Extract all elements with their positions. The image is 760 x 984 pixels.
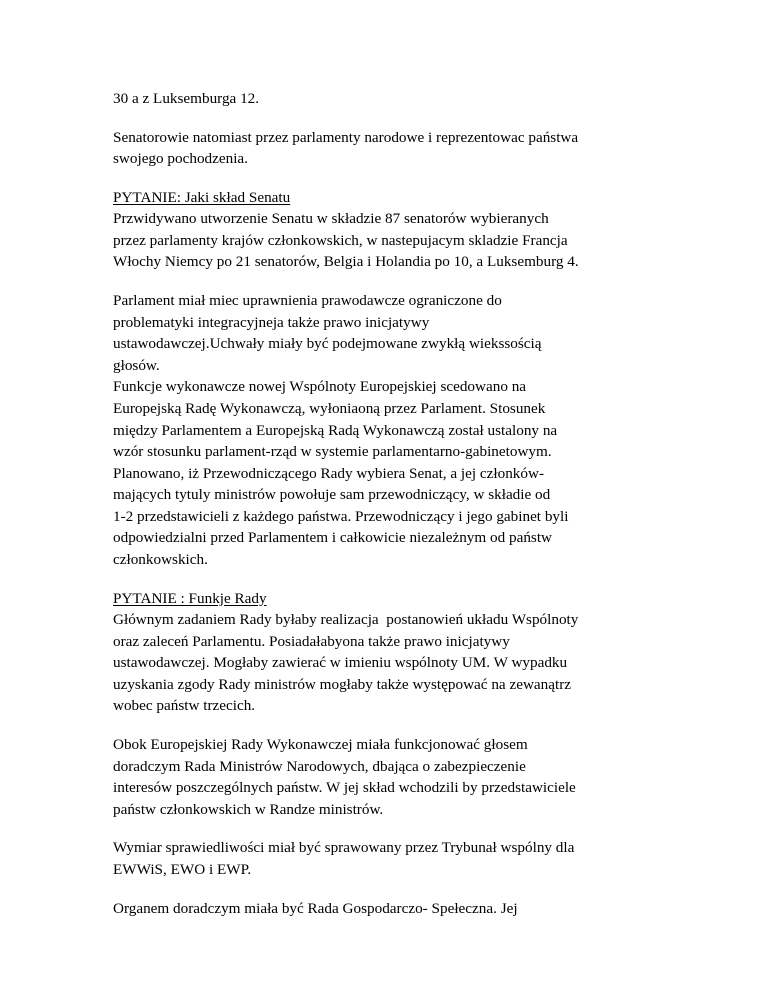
paragraph-parlament-uprawnienia-line: Funkcje wykonawcze nowej Wspólnoty Europejskiej scedowano na <box>113 378 527 396</box>
spacer-1 <box>113 110 656 127</box>
paragraph-zadania-rady <box>113 609 656 717</box>
heading-pytanie-funkje-rady-line: PYTANIE : Funkje Rady <box>113 589 267 607</box>
document-text-body <box>113 88 656 919</box>
paragraph-parlament-uprawnienia-line: problematyki integracyjneja także prawo inicjatywy <box>113 313 430 331</box>
paragraph-organ-doradczy <box>113 898 656 920</box>
paragraph-parlament-uprawnienia-line: odpowiedzialni przed Parlamentem i całkowicie niezależnym od państw <box>113 529 553 547</box>
paragraph-parlament-uprawnienia-line: Parlament miał miec uprawnienia prawodawcze ograniczone do <box>113 292 502 310</box>
heading-pytanie-sklad-senatu-line: PYTANIE: Jaki skład Senatu <box>113 188 291 206</box>
spacer-2 <box>113 170 656 187</box>
paragraph-zadania-rady-line: ustawodawczej. Mogłaby zawierać w imieniu wspólnoty UM. W wypadku <box>113 654 568 672</box>
paragraph-rada-ministrow-narodowych-line: doradczym Rada Ministrów Narodowych, dbająca o zabezpieczenie <box>113 757 526 775</box>
paragraph-wymiar-sprawiedliwosci-line: EWWiS, EWO i EWP. <box>113 860 252 878</box>
paragraph-rada-ministrow-narodowych <box>113 734 656 820</box>
paragraph-senatorowie <box>113 127 656 170</box>
paragraph-parlament-uprawnienia-line: Europejską Radę Wykonawczą, wyłoniaoną przez Parlament. Stosunek <box>113 399 546 417</box>
paragraph-rada-ministrow-narodowych-line: Obok Europejskiej Rady Wykonawczej miała funkcjonować głosem <box>113 736 528 754</box>
paragraph-sklad-senatu-line: Przwidywano utworzenie Senatu w składzie 87 senatorów wybieranych <box>113 210 549 228</box>
paragraph-parlament-uprawnienia <box>113 290 656 571</box>
paragraph-sklad-senatu-line: przez parlamenty krajów członkowskich, w nastepujacym skladzie Francja <box>113 231 568 249</box>
paragraph-luksemburga <box>113 88 656 110</box>
paragraph-organ-doradczy-line: Organem doradczym miała być Rada Gospodarczo- Spełeczna. Jej <box>113 899 518 917</box>
spacer-7 <box>113 881 656 898</box>
paragraph-parlament-uprawnienia-line: mających tytuly ministrów powołuje sam przewodniczący, w składie od <box>113 486 551 504</box>
paragraph-zadania-rady-line: oraz zaleceń Parlamentu. Posiadałabyona także prawo inicjatywy <box>113 632 510 650</box>
paragraph-parlament-uprawnienia-line: 1-2 przedstawicieli z każdego państwa. Przewodniczący i jego gabinet byli <box>113 507 569 525</box>
paragraph-zadania-rady-line: uzyskania zgody Rady ministrów mogłaby także występować na zewanątrz <box>113 675 572 693</box>
paragraph-zadania-rady-line: wobec państw trzecich. <box>113 697 256 715</box>
paragraph-sklad-senatu-line: Włochy Niemcy po 21 senatorów, Belgia i Holandia po 10, a Luksemburg 4. <box>113 253 579 271</box>
spacer-4 <box>113 571 656 588</box>
heading-pytanie-sklad-senatu <box>113 187 656 209</box>
paragraph-sklad-senatu <box>113 208 656 273</box>
paragraph-parlament-uprawnienia-line: Planowano, iż Przewodniczącego Rady wybiera Senat, a jej członków- <box>113 464 545 482</box>
spacer-3 <box>113 273 656 290</box>
paragraph-parlament-uprawnienia-line: członkowskich. <box>113 550 208 568</box>
paragraph-rada-ministrow-narodowych-line: państw członkowskich w Randze ministrów. <box>113 800 384 818</box>
paragraph-luksemburga-line: 30 a z Luksemburga 12. <box>113 90 260 107</box>
heading-pytanie-funkje-rady <box>113 588 656 610</box>
paragraph-wymiar-sprawiedliwosci <box>113 837 656 880</box>
paragraph-parlament-uprawnienia-line: między Parlamentem a Europejską Radą Wykonawczą został ustalony na <box>113 421 558 439</box>
paragraph-parlament-uprawnienia-line: głosów. <box>113 356 160 374</box>
paragraph-wymiar-sprawiedliwosci-line: Wymiar sprawiedliwości miał być sprawowany przez Trybunał wspólny dla <box>113 839 575 857</box>
spacer-5 <box>113 717 656 734</box>
paragraph-parlament-uprawnienia-line: wzór stosunku parlament-rząd w systemie parlamentarno-gabinetowym. <box>113 443 552 461</box>
paragraph-zadania-rady-line: Głównym zadaniem Rady byłaby realizacja postanowień układu Wspólnoty <box>113 611 579 629</box>
paragraph-parlament-uprawnienia-line: ustawodawczej.Uchwały miały być podejmowane zwykłą wiekssością <box>113 335 542 353</box>
paragraph-rada-ministrow-narodowych-line: interesów poszczególnych państw. W jej skład wchodzili by przedstawiciele <box>113 779 576 797</box>
paragraph-senatorowie-line: swojego pochodzenia. <box>113 150 248 168</box>
spacer-6 <box>113 820 656 837</box>
paragraph-senatorowie-line: Senatorowie natomiast przez parlamenty narodowe i reprezentowac państwa <box>113 128 579 146</box>
